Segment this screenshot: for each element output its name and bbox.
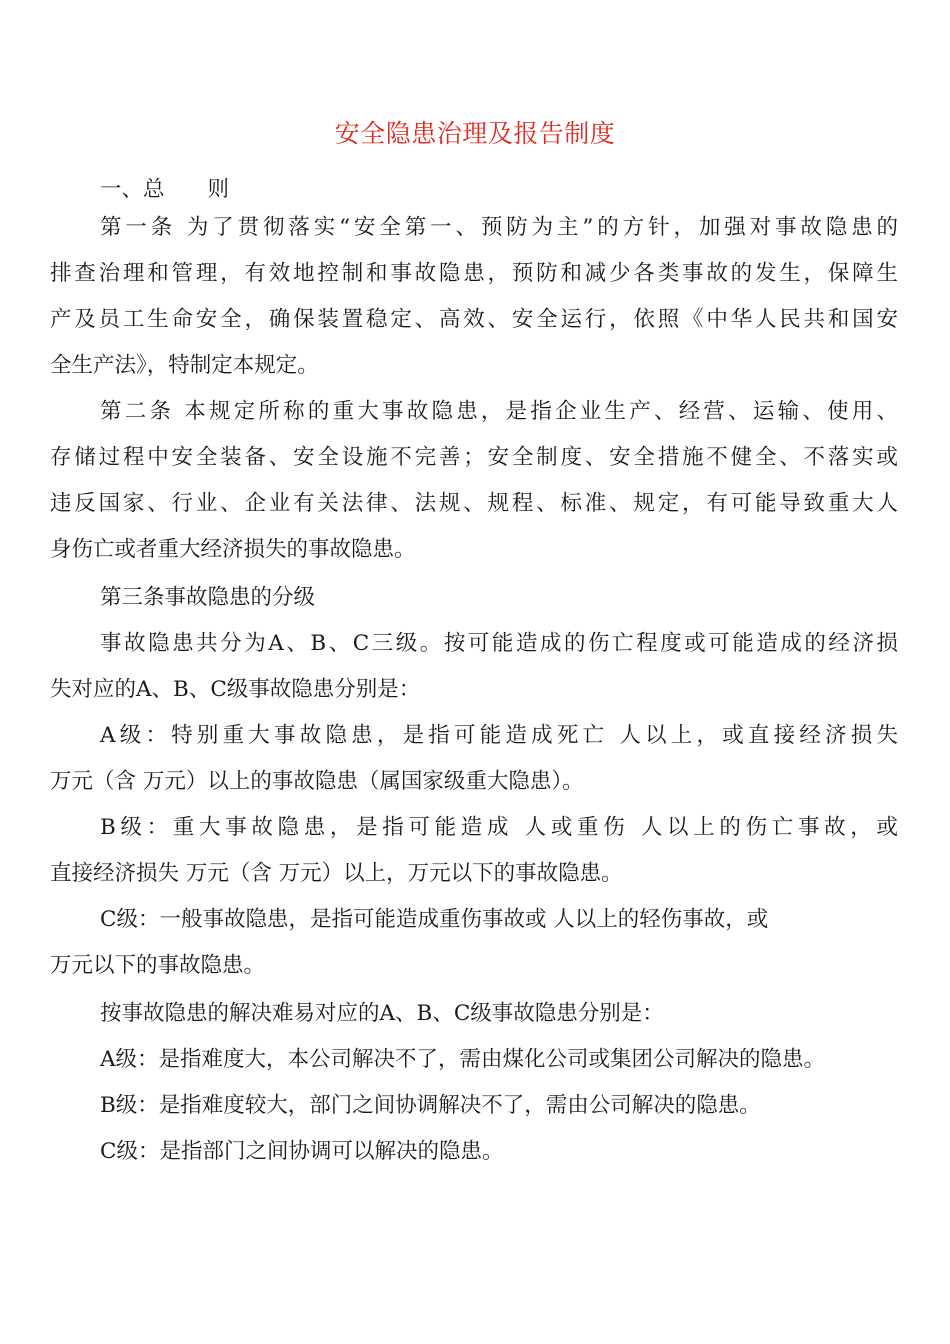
grading-intro-line-1: 事故隐患共分为A、B、C三级。按可能造成的伤亡程度或可能造成的经济损 xyxy=(100,631,898,656)
section-heading: 一、总 则 xyxy=(100,177,230,202)
difficulty-c: C级：是指部门之间协调可以解决的隐患。 xyxy=(100,1139,504,1164)
article-3-heading: 第三条事故隐患的分级 xyxy=(100,585,316,610)
grade-b-line-2: 直接经济损失 万元（含 万元）以上，万元以下的事故隐患。 xyxy=(50,861,623,886)
article-2-line-3: 违反国家、行业、企业有关法律、法规、规程、标准、规定，有可能导致重大人 xyxy=(50,491,898,516)
article-2-line-4: 身伤亡或者重大经济损失的事故隐患。 xyxy=(50,537,416,562)
article-1-line-1: 第一条 为了贯彻落实“安全第一、预防为主”的方针，加强对事故隐患的 xyxy=(100,215,898,240)
grade-c-line-1: C级：一般事故隐患，是指可能造成重伤事故或 人以上的轻伤事故，或 xyxy=(100,907,769,932)
difficulty-b: B级：是指难度较大，部门之间协调解决不了，需由公司解决的隐患。 xyxy=(100,1093,761,1118)
article-1-line-2: 排查治理和管理，有效地控制和事故隐患，预防和减少各类事故的发生，保障生 xyxy=(50,261,898,286)
difficulty-a: A级：是指难度大，本公司解决不了，需由煤化公司或集团公司解决的隐患。 xyxy=(100,1047,826,1072)
grading-intro-line-2: 失对应的A、B、C级事故隐患分别是： xyxy=(50,677,421,702)
article-2-line-2: 存储过程中安全装备、安全设施不完善；安全制度、安全措施不健全、不落实或 xyxy=(50,445,898,470)
grade-a-line-1: A级：特别重大事故隐患，是指可能造成死亡 人以上，或直接经济损失 xyxy=(100,723,898,748)
grade-c-line-2: 万元以下的事故隐患。 xyxy=(50,953,266,978)
difficulty-intro: 按事故隐患的解决难易对应的A、B、C级事故隐患分别是： xyxy=(100,1001,664,1026)
article-1-line-3: 产及员工生命安全，确保装置稳定、高效、安全运行，依照《中华人民共和国安 xyxy=(50,307,898,332)
article-2-line-1: 第二条 本规定所称的重大事故隐患，是指企业生产、经营、运输、使用、 xyxy=(100,399,898,424)
grade-a-line-2: 万元（含 万元）以上的事故隐患（属国家级重大隐患）。 xyxy=(50,769,584,794)
article-1-line-4: 全生产法》，特制定本规定。 xyxy=(50,353,319,378)
grade-b-line-1: B级：重大事故隐患，是指可能造成 人或重伤 人以上的伤亡事故，或 xyxy=(100,815,898,840)
document-title: 安全隐患治理及报告制度 xyxy=(334,119,616,148)
